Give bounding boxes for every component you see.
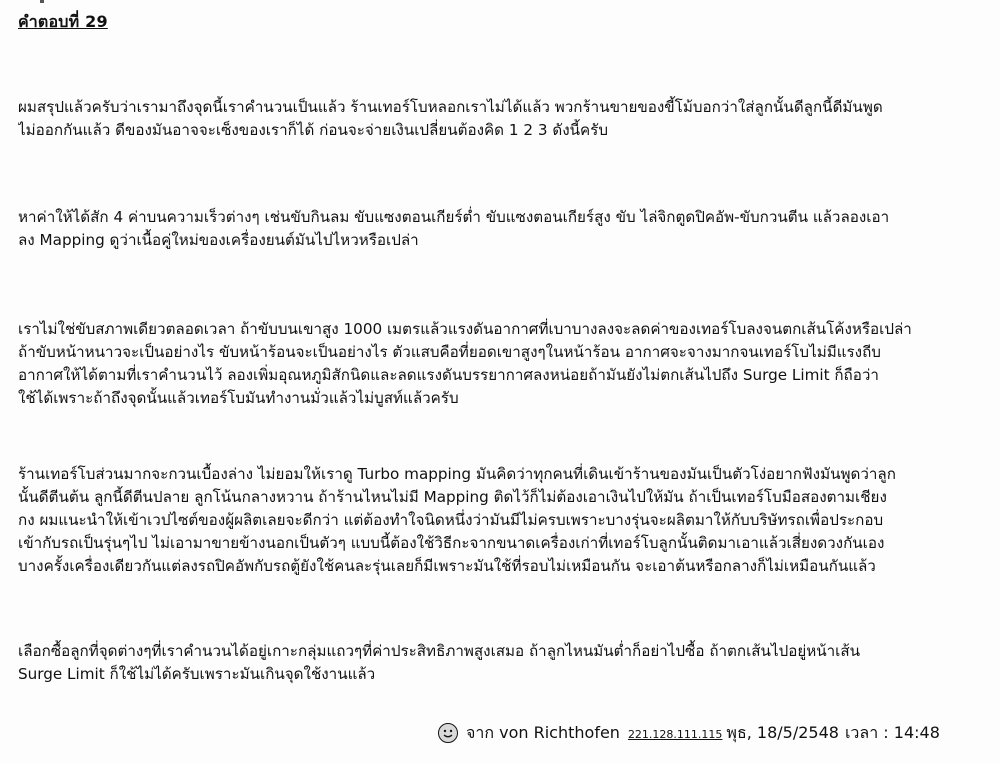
paragraph-line: ร้านเทอร์โบส่วนมากจะกวนเบื้องล่าง ไม่ยอมให้เราดู Turbo mapping มันคิดว่าทุกคนที่เดินเข้าร้านของมันเป็นตัวโง่อยากฟังมันพูดว่าลูก [18,465,896,483]
scan-speck [40,0,44,3]
paragraph-line: ถ้าขับหน้าหนาวจะเป็นอย่างไร ขับหน้าร้อนจะเป็นอย่างไร ตัวแสบคือที่ยอดเขาสูงๆในหน้าร้อน อากาศจะจางมากจนเทอร์โบไม่มีแรงถีบ [18,343,881,361]
paragraph-line: ผมสรุปแล้วครับว่าเรามาถึงจุดนี้เราคำนวนเป็นแล้ว ร้านเทอร์โบหลอกเราไม่ได้แล้ว พวกร้านขายของขี้โม้บอกว่าใส่ลูกนั้นดีลูกนี้ดีมันพูด [18,98,883,116]
post-date: พุธ, 18/5/2548 [726,722,839,742]
paragraph-1 [18,96,986,142]
post-time: เวลา : 14:48 [844,722,940,742]
paragraph-line: เราไม่ใช่ขับสภาพเดียวตลอดเวลา ถ้าขับบนเขาสูง 1000 เมตรแล้วแรงดันอากาศที่เบาบางลงจะลดค่าของเทอร์โบลงจนตกเส้นโค้งหรือเปล่า [18,320,912,338]
paragraph-line: เข้ากับรถเป็นรุ่นๆไป ไม่เอามาขายข้างนอกเป็นตัวๆ แบบนี้ต้องใช้วิธีกะจากขนาดเครื่องเก่าที่เทอร์โบลูกนั้นติดมาเอาแล้วเสี่ยงดวงกันเอง [18,534,885,552]
paragraph-line: เลือกซื้อลูกที่จุดต่างๆที่เราคำนวนได้อยู่เกาะกลุ่มแถวๆที่ค่าประสิทธิภาพสูงเสมอ ถ้าลูกไหนมันต่ำก็อย่าไปซื้อ ถ้าตกเส้นไปอยู่หน้าเส้น [18,642,861,660]
paragraph-line: หาค่าให้ได้สัก 4 ค่าบนความเร็วต่างๆ เช่นขับกินลม ขับแซงตอนเกียร์ต่ำ ขับแซงตอนเกียร์สูง ขับ ไล่จิกตูดปิคอัพ-ขับกวนตีน แล้วลองเอา [18,208,890,226]
paragraph-3 [18,318,986,410]
smiley-icon [438,723,458,743]
paragraph-4 [18,463,986,578]
paragraph-2 [18,206,986,252]
paragraph-line: ใช้ได้เพราะถ้าถึงจุดนั้นแล้วเทอร์โบมันทำงานมั่วแล้วไม่บูสท์แล้วครับ [18,389,459,407]
ip-address-link[interactable]: 221.128.111.115 [627,727,723,741]
paragraph-line: บางครั้งเครื่องเดียวกันแต่ลงรถปิคอัพกับรถตู้ยังใช้คนละรุ่นเลยก็มีเพราะมันใช้ที่รอบไม่เหมือนกัน จะเอาต้นหรือกลางก็ไม่เหมือนกันแล้ว [18,557,876,575]
paragraph-line: ไม่ออกกันแล้ว ดีของมันอาจจะเซ็งของเราก็ได้ ก่อนจะจ่ายเงินเปลี่ยนต้องคิด 1 2 3 ดังนี้ครับ [18,121,608,139]
author-label: จาก von Richthofen [466,722,620,742]
paragraph-line: นั้นดีตีนต้น ลูกนี้ดีตีนปลาย ลูกโน้นกลางหวาน ถ้าร้านไหนไม่มี Mapping ติดไว้ก็ไม่ต้องเอาเงินไปให้มัน ถ้าเป็นเทอร์โบมือสองตามเชียง [18,488,887,506]
paragraph-line: อากาศให้ได้ตามที่เราคำนวนไว้ ลองเพิ่มอุณหภูมิสักนิดและลดแรงดันบรรยากาศลงหน่อยถ้ามันยังไม่ตกเส้นไปถึง Surge Limit ก็ถือว่า [18,366,879,384]
paragraph-line: ลง Mapping ดูว่าเนื้อคู่ใหม่ของเครื่องยนต์มันไปไหวหรือเปล่า [18,231,419,249]
paragraph-line: Surge Limit ก็ใช้ไม่ได้ครับเพราะมันเกินจุดใช้งานแล้ว [18,665,376,683]
paragraph-5 [18,640,986,686]
post-footer [438,720,940,746]
paragraph-line: กง ผมแนะนำให้เข้าเวปไซต์ของผู้ผลิตเลยจะดีกว่า แต่ต้องทำใจนิดหนึ่งว่ามันมีไม่ครบเพราะบางรุ่นจะผลิตมาให้กับบริษัทรถเพื่อประกอบ [18,511,884,529]
answer-heading: คำตอบที่ 29 [18,12,108,31]
